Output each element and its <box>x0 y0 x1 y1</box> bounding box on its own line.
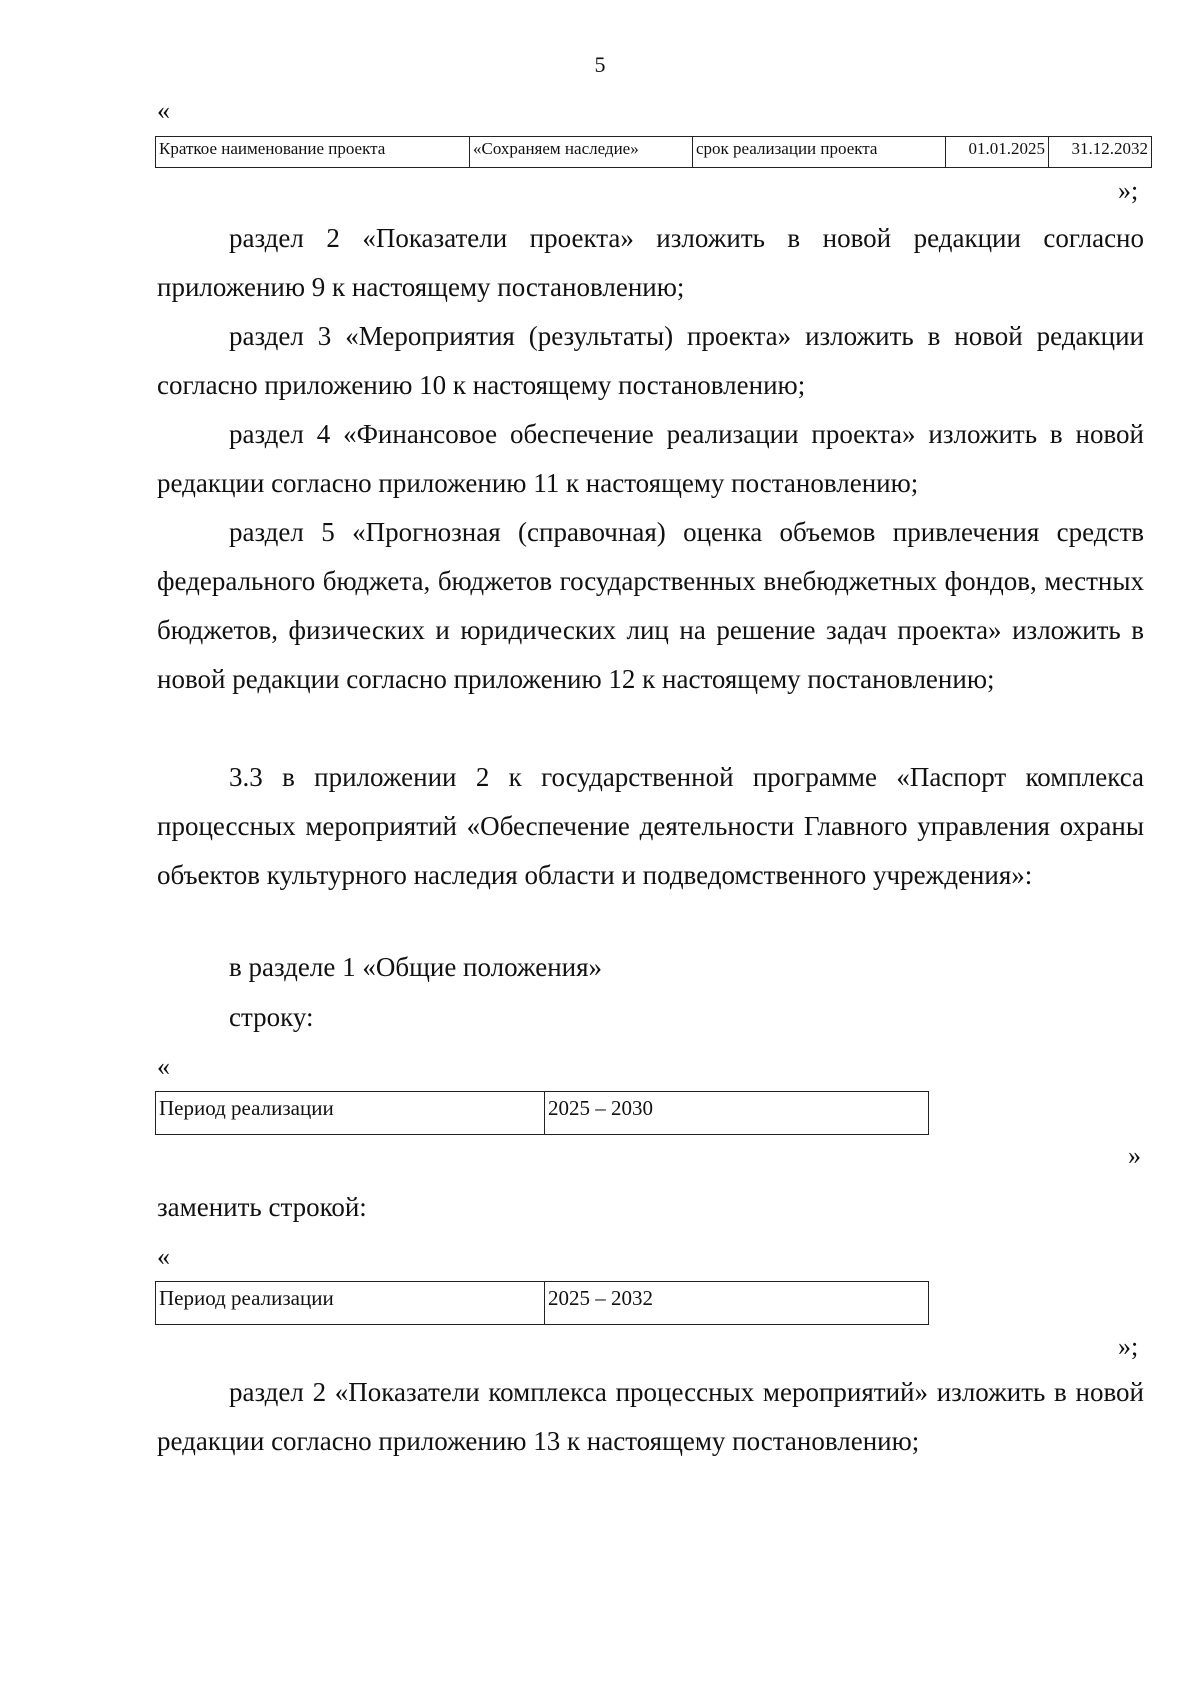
page-number: 5 <box>594 52 606 77</box>
term-label-cell: срок реализации проекта <box>693 137 946 168</box>
close-quote-1: »; <box>1118 176 1139 205</box>
row-line: строку: <box>229 1002 314 1032</box>
table-row <box>156 1282 929 1325</box>
open-quote-1: « <box>157 96 170 125</box>
open-quote-2: « <box>157 1052 170 1081</box>
table-row <box>156 1092 929 1135</box>
old-period-table <box>155 1091 929 1135</box>
close-quote-2: » <box>1128 1141 1141 1170</box>
paragraph-section-3: раздел 3 «Мероприятия (результаты) проекта» изложить в новой редакции согласно приложению 10 к настоящему постановлению; <box>157 321 1144 400</box>
project-name-cell: «Сохраняем наследие» <box>470 137 693 168</box>
old-period-label: Период реализации <box>156 1092 545 1135</box>
new-period-label: Период реализации <box>156 1282 545 1325</box>
open-quote-3: « <box>157 1242 170 1271</box>
start-date-cell: 01.01.2025 <box>946 137 1049 168</box>
new-period-table <box>155 1281 929 1325</box>
replace-line: заменить строкой: <box>157 1192 367 1222</box>
paragraph-complex-section-2: раздел 2 «Показатели комплекса процессных мероприятий» изложить в новой редакции согласно приложению 13 к настоящему постановлению; <box>157 1377 1144 1456</box>
new-period-value: 2025 – 2032 <box>545 1282 929 1325</box>
table-row <box>156 137 1152 168</box>
paragraph-section-4: раздел 4 «Финансовое обеспечение реализации проекта» изложить в новой редакции согласно приложению 11 к настоящему постановлению; <box>157 419 1144 498</box>
project-label-cell: Краткое наименование проекта <box>156 137 470 168</box>
paragraph-3-3: 3.3 в приложении 2 к государственной программе «Паспорт комплекса процессных мероприятий «Обеспечение деятельности Главного управления охраны объектов культурного наследия области и подведомственного учреждения»: <box>157 762 1144 890</box>
section-1-line: в разделе 1 «Общие положения» <box>229 952 603 982</box>
close-quote-3: »; <box>1118 1332 1139 1361</box>
paragraph-section-2: раздел 2 «Показатели проекта» изложить в новой редакции согласно приложению 9 к настоящему постановлению; <box>157 223 1144 302</box>
paragraph-section-5: раздел 5 «Прогнозная (справочная) оценка объемов привлечения средств федерального бюджета, бюджетов государственных внебюджетных фондов, местных бюджетов, физических и юридических лиц на решение задач проекта» изложить в новой редакции согласно приложению 12 к настоящему постановлению; <box>157 517 1144 694</box>
old-period-value: 2025 – 2030 <box>545 1092 929 1135</box>
project-table <box>155 136 1152 168</box>
end-date-cell: 31.12.2032 <box>1049 137 1152 168</box>
